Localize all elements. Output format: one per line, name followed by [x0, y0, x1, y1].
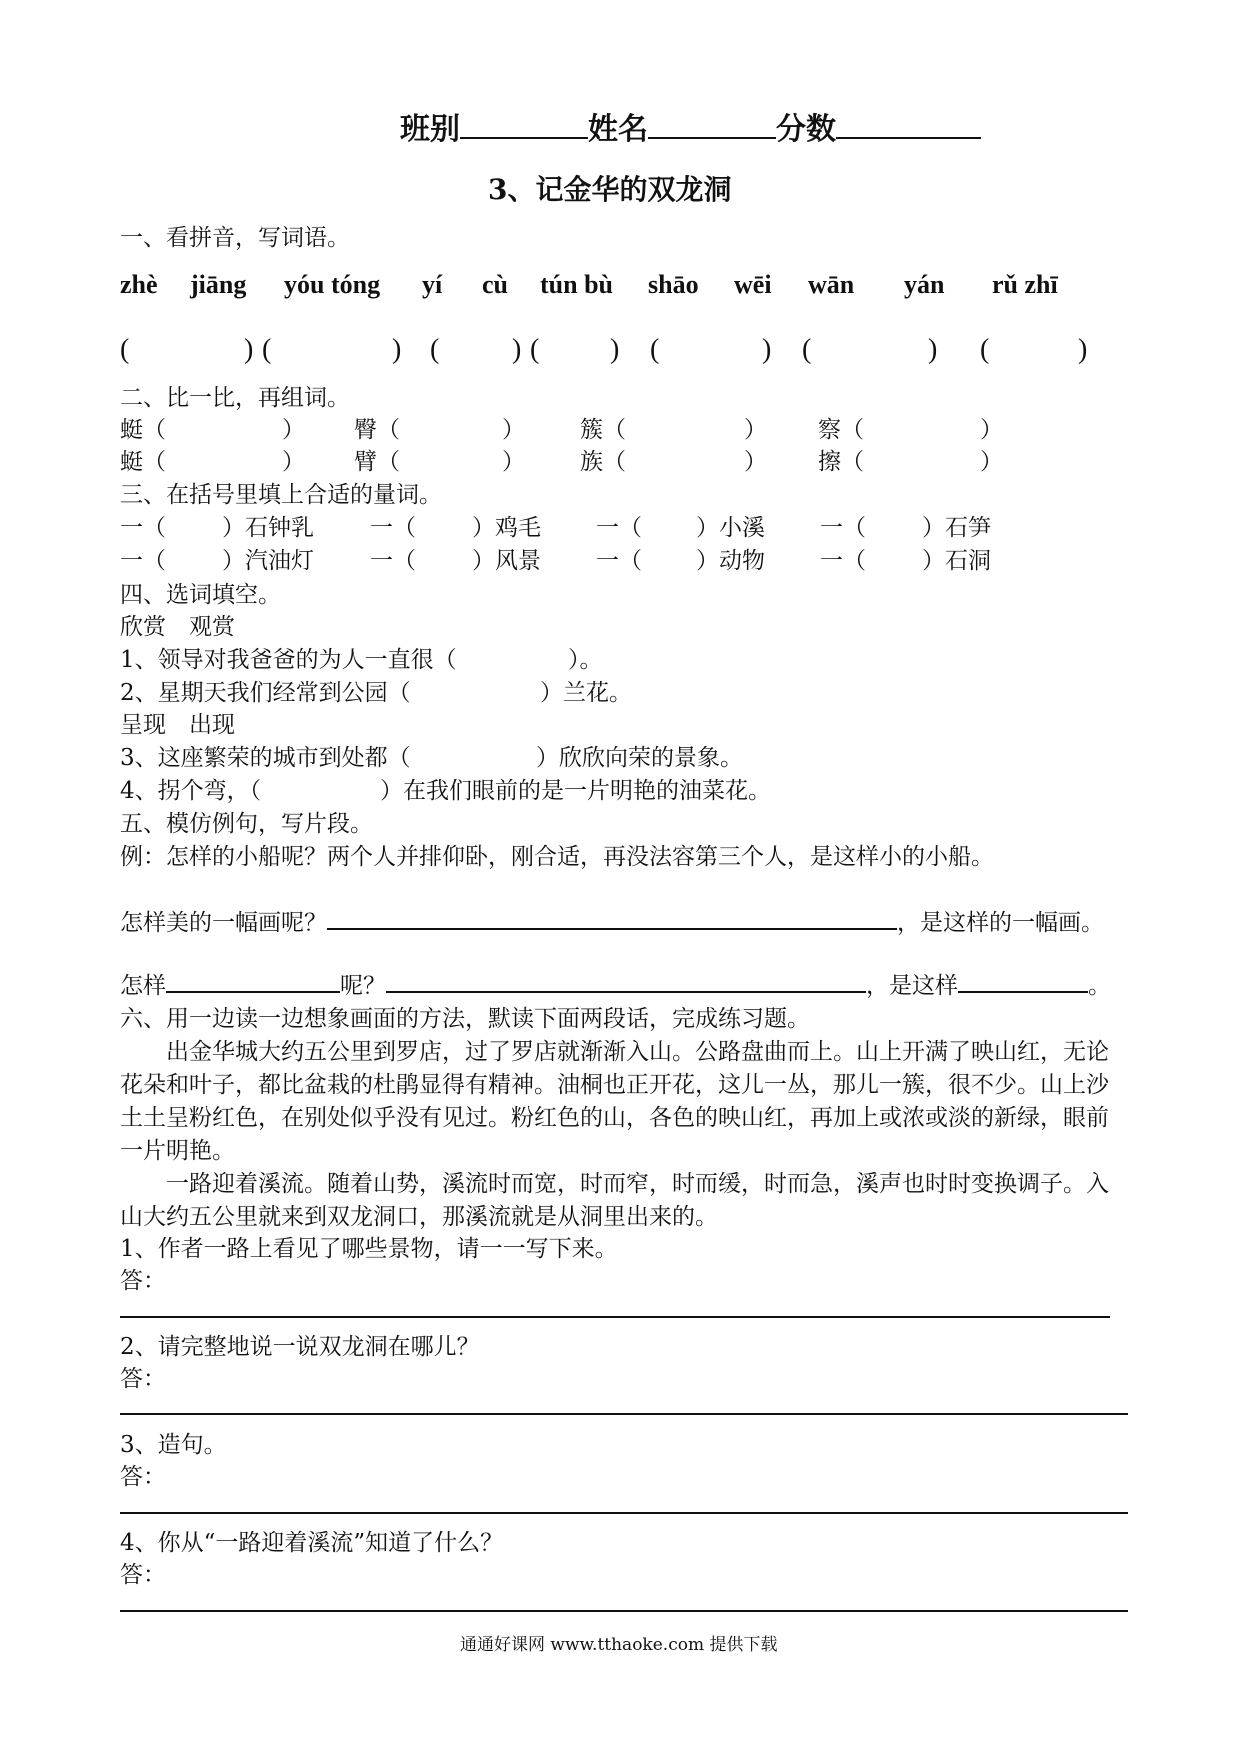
imitate-line-1 [120, 908, 1104, 938]
measure-2a-open: 一（ [120, 548, 166, 574]
compare-1b-close: ） [502, 417, 525, 443]
answer-line-1[interactable] [120, 1316, 1110, 1318]
compare-2c-close: ） [744, 449, 767, 475]
compare-1d-open: 察（ [818, 417, 864, 443]
imitate-2-blank-2[interactable] [386, 990, 866, 993]
measure-1c-open: 一（ [596, 515, 642, 541]
pinyin-7: shāo [648, 270, 699, 299]
compare-2d-close: ） [980, 449, 1003, 475]
imitate-2-a: 怎样 [120, 973, 166, 999]
bracket-close-7: ) [1078, 334, 1088, 365]
measure-1b-open: 一（ [370, 515, 416, 541]
measure-2a-close: ）汽油灯 [222, 548, 314, 574]
pinyin-8: wēi [734, 270, 772, 299]
example-sentence: 例：怎样的小船呢？两个人并排仰卧，刚合适，再没法容第三个人，是这样小的小船。 [120, 844, 994, 870]
page-title: 3、记金华的双龙洞 [488, 173, 732, 206]
reading-paragraph-2: 一路迎着溪流。随着山势，溪流时而宽，时而窄，时而缓，时而急，溪声也时时变换调子。入山大约五公里就来到双龙洞口，那溪流就是从洞里出来的。 [120, 1171, 1109, 1230]
measure-1d-open: 一（ [820, 515, 866, 541]
compare-1b-open: 臀（ [354, 417, 400, 443]
bracket-close-6: ) [928, 334, 938, 365]
pinyin-11: rǔ zhī [992, 270, 1058, 299]
question-1: 1、作者一路上看见了哪些景物，请一一写下来。 [120, 1236, 618, 1262]
compare-2b-close: ） [502, 449, 525, 475]
score-blank[interactable] [836, 136, 981, 139]
fill-q2-start: 2、星期天我们经常到公园（ [120, 680, 411, 706]
section2-heading: 二、比一比，再组词。 [120, 385, 350, 411]
measure-1d-close: ）石笋 [922, 515, 991, 541]
pinyin-5: cù [482, 270, 508, 299]
fill-q1-start: 1、领导对我爸爸的为人一直很（ [120, 647, 457, 673]
fill-q2-end: ）兰花。 [540, 680, 632, 706]
score-label: 分数 [776, 112, 836, 147]
answer-label-3: 答： [120, 1464, 166, 1490]
bracket-close-5: ) [762, 334, 772, 365]
imitate-1-end: ，是这样的一幅画。 [897, 910, 1104, 936]
bracket-open-5: ( [650, 334, 660, 365]
class-blank[interactable] [460, 136, 588, 139]
measure-1a-open: 一（ [120, 515, 166, 541]
pinyin-10: yán [904, 270, 945, 299]
compare-2b-open: 臂（ [354, 449, 400, 475]
measure-2c-open: 一（ [596, 548, 642, 574]
imitate-1-blank[interactable] [327, 927, 897, 930]
pinyin-1: zhè [120, 270, 158, 299]
fill-q4-start: 4、拐个弯，（ [120, 778, 262, 804]
answer-line-4[interactable] [120, 1610, 1128, 1612]
pinyin-2: jiāng [190, 270, 247, 299]
bracket-open-4: ( [530, 334, 540, 365]
compare-2a-open: 蜓（ [120, 449, 166, 475]
bracket-open-2: ( [262, 334, 272, 365]
compare-1a-close: ） [282, 417, 305, 443]
measure-1a-close: ）石钟乳 [222, 515, 314, 541]
imitate-2-b: 呢？ [340, 973, 386, 999]
word-choice-2: 呈现 出现 [120, 712, 235, 738]
word-choice-1: 欣赏 观赏 [120, 614, 235, 640]
answer-label-2: 答： [120, 1366, 166, 1392]
answer-line-2[interactable] [120, 1413, 1128, 1415]
measure-2c-close: ）动物 [696, 548, 765, 574]
header-row [400, 104, 981, 148]
measure-2b-open: 一（ [370, 548, 416, 574]
measure-2d-open: 一（ [820, 548, 866, 574]
imitate-1-start: 怎样美的一幅画呢？ [120, 910, 327, 936]
compare-2a-close: ） [282, 449, 305, 475]
imitate-2-c: ，是这样 [866, 973, 958, 999]
answer-label-1: 答： [120, 1268, 166, 1294]
bracket-open-1: ( [120, 334, 130, 365]
bracket-close-2: ) [392, 334, 402, 365]
measure-2d-close: ）石洞 [922, 548, 991, 574]
bracket-close-4: ) [610, 334, 620, 365]
question-2: 2、请完整地说一说双龙洞在哪儿？ [120, 1334, 480, 1360]
bracket-close-1: ) [244, 334, 254, 365]
bracket-open-3: ( [430, 334, 440, 365]
compare-2c-open: 族（ [580, 449, 626, 475]
bracket-open-7: ( [980, 334, 990, 365]
section3-heading: 三、在括号里填上合适的量词。 [120, 482, 442, 508]
imitate-2-blank-1[interactable] [166, 990, 340, 993]
compare-1d-close: ） [980, 417, 1003, 443]
name-label: 姓名 [588, 112, 648, 147]
compare-1c-open: 簇（ [580, 417, 626, 443]
imitate-2-blank-3[interactable] [958, 990, 1088, 993]
compare-1c-close: ） [744, 417, 767, 443]
question-4: 4、你从“一路迎着溪流”知道了什么？ [120, 1530, 504, 1556]
name-blank[interactable] [648, 136, 776, 139]
measure-1c-close: ）小溪 [696, 515, 765, 541]
fill-q4-end: ）在我们眼前的是一片明艳的油菜花。 [380, 778, 771, 804]
compare-1a-open: 蜓（ [120, 417, 166, 443]
bracket-open-6: ( [802, 334, 812, 365]
answer-line-3[interactable] [120, 1512, 1128, 1514]
pinyin-6: tún bù [540, 270, 613, 299]
question-3: 3、造句。 [120, 1432, 227, 1458]
pinyin-4: yí [422, 270, 443, 299]
measure-1b-close: ）鸡毛 [472, 515, 541, 541]
section6-heading: 六、用一边读一边想象画面的方法，默读下面两段话，完成练习题。 [120, 1006, 810, 1032]
section4-heading: 四、选词填空。 [120, 582, 281, 608]
bracket-close-3: ) [512, 334, 522, 365]
section5-heading: 五、模仿例句，写片段。 [120, 811, 373, 837]
section1-heading: 一、看拼音，写词语。 [120, 225, 350, 251]
pinyin-9: wān [808, 270, 855, 299]
imitate-2-d: 。 [1088, 973, 1111, 999]
reading-paragraph-1: 出金华城大约五公里到罗店，过了罗店就渐渐入山。公路盘曲而上。山上开满了映山红，无论花朵和叶子，都比盆栽的杜鹃显得有精神。油桐也正开花，这儿一丛，那儿一簇，很不少。山上沙土土呈粉红色，在别处似乎没有见过。粉红色的山，各色的映山红，再加上或浓或淡的新绿，眼前一片明艳。 [120, 1039, 1109, 1164]
footer-text: 通通好课网 www.tthaoke.com 提供下载 [460, 1635, 778, 1655]
class-label: 班别 [400, 112, 460, 147]
fill-q1-end: ）。 [568, 647, 603, 673]
fill-q3-end: ）欣欣向荣的景象。 [536, 745, 743, 771]
imitate-line-2 [120, 971, 1111, 1001]
fill-q3-start: 3、这座繁荣的城市到处都（ [120, 745, 411, 771]
answer-label-4: 答： [120, 1562, 166, 1588]
pinyin-3: yóu tóng [284, 270, 381, 299]
measure-2b-close: ）风景 [472, 548, 541, 574]
compare-2d-open: 擦（ [818, 449, 864, 475]
